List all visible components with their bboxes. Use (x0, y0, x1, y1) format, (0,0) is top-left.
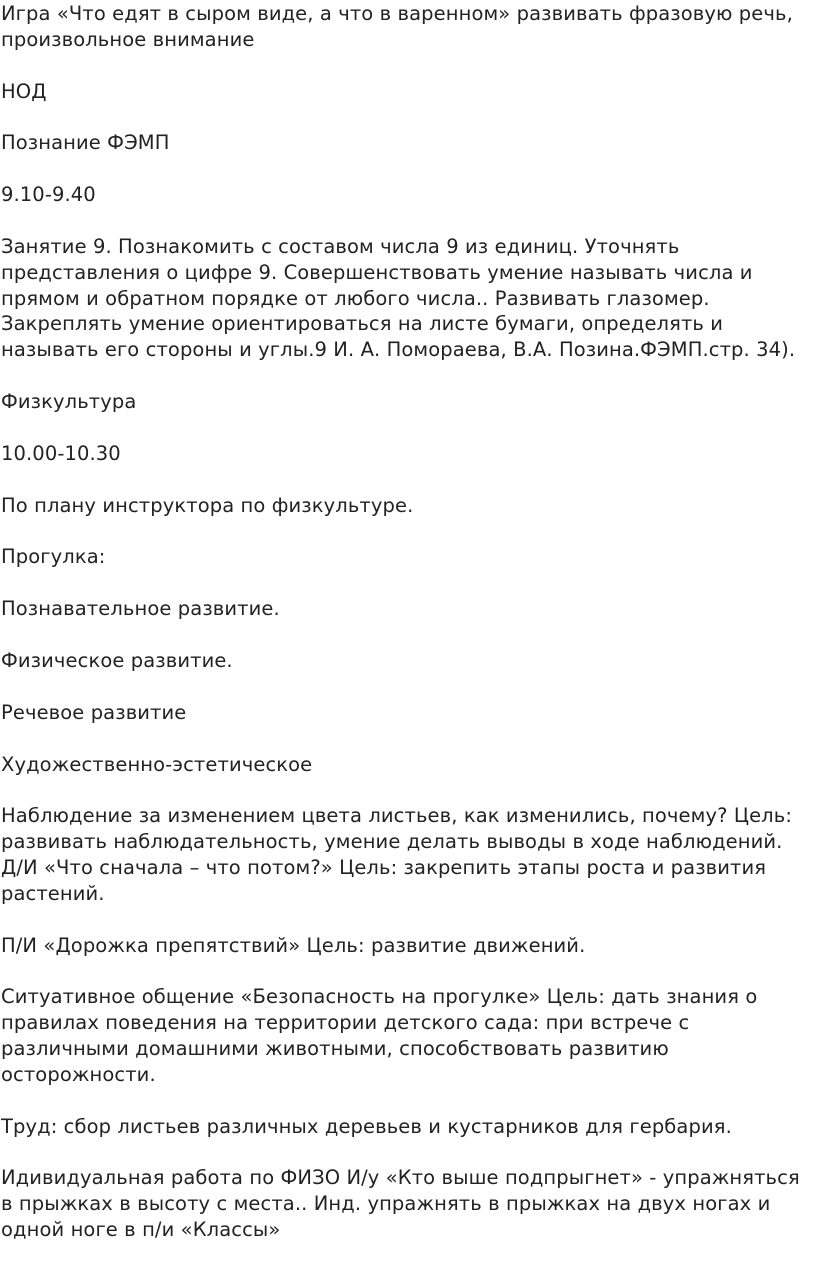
paragraph-individual-work: Идивидуальная работа по ФИЗО И/у «Кто выше подпрыгнет» - упражняться в прыжках в высоту с места.. Инд. упражнять в прыжках на двух ногах и одной ноге в п/и «Классы» (1, 1166, 800, 1241)
paragraph-nod: НОД (1, 79, 47, 103)
paragraph-pe-plan: По плану инструктора по физкультуре. (1, 493, 414, 517)
paragraph-speech: Речевое развитие (1, 700, 187, 724)
paragraph-pe-time: 10.00-10.30 (1, 441, 121, 465)
paragraph-femp-title: Познание ФЭМП (1, 131, 170, 155)
paragraph-game: Игра «Что едят в сыром виде, а что в варенном» развивать фразовую речь, произвольное внимание (1, 2, 793, 51)
paragraph-cognitive: Познавательное развитие. (1, 597, 280, 621)
paragraph-safety: Ситуативное общение «Безопасность на прогулке» Цель: дать знания о правилах поведения на территории детского сада: при встрече с различными домашними животными, способствовать развитию осторожности. (1, 985, 758, 1086)
paragraph-lesson-9: Занятие 9. Познакомить с составом числа 9 из единиц. Уточнять представления о цифре 9. Совершенствовать умение называть числа и прямом и обратном порядке от любого числа.. Развивать глазомер. Закреплять умение ориентироваться на листе бумаги, определять и называть его стороны и углы.9 И. А. Помораева, В.А. Позина.ФЭМП.стр. 34). (1, 234, 796, 362)
paragraph-observation: Наблюдение за изменением цвета листьев, как изменились, почему? Цель: развивать наблюдательность, умение делать выводы в ходе наблюдений. Д/И «Что сначала – что потом?» Цель: закрепить этапы роста и развития растений. (1, 804, 793, 905)
paragraph-physical: Физическое развитие. (1, 648, 233, 672)
paragraph-walk-title: Прогулка: (1, 545, 106, 569)
paragraph-artistic: Художественно-эстетическое (1, 752, 313, 776)
paragraph-labor: Труд: сбор листьев различных деревьев и кустарников для гербария. (1, 1114, 732, 1138)
paragraph-outdoor-game: П/И «Дорожка препятствий» Цель: развитие движений. (1, 933, 586, 957)
paragraph-femp-time: 9.10-9.40 (1, 183, 96, 207)
paragraph-pe-title: Физкультура (1, 389, 137, 413)
